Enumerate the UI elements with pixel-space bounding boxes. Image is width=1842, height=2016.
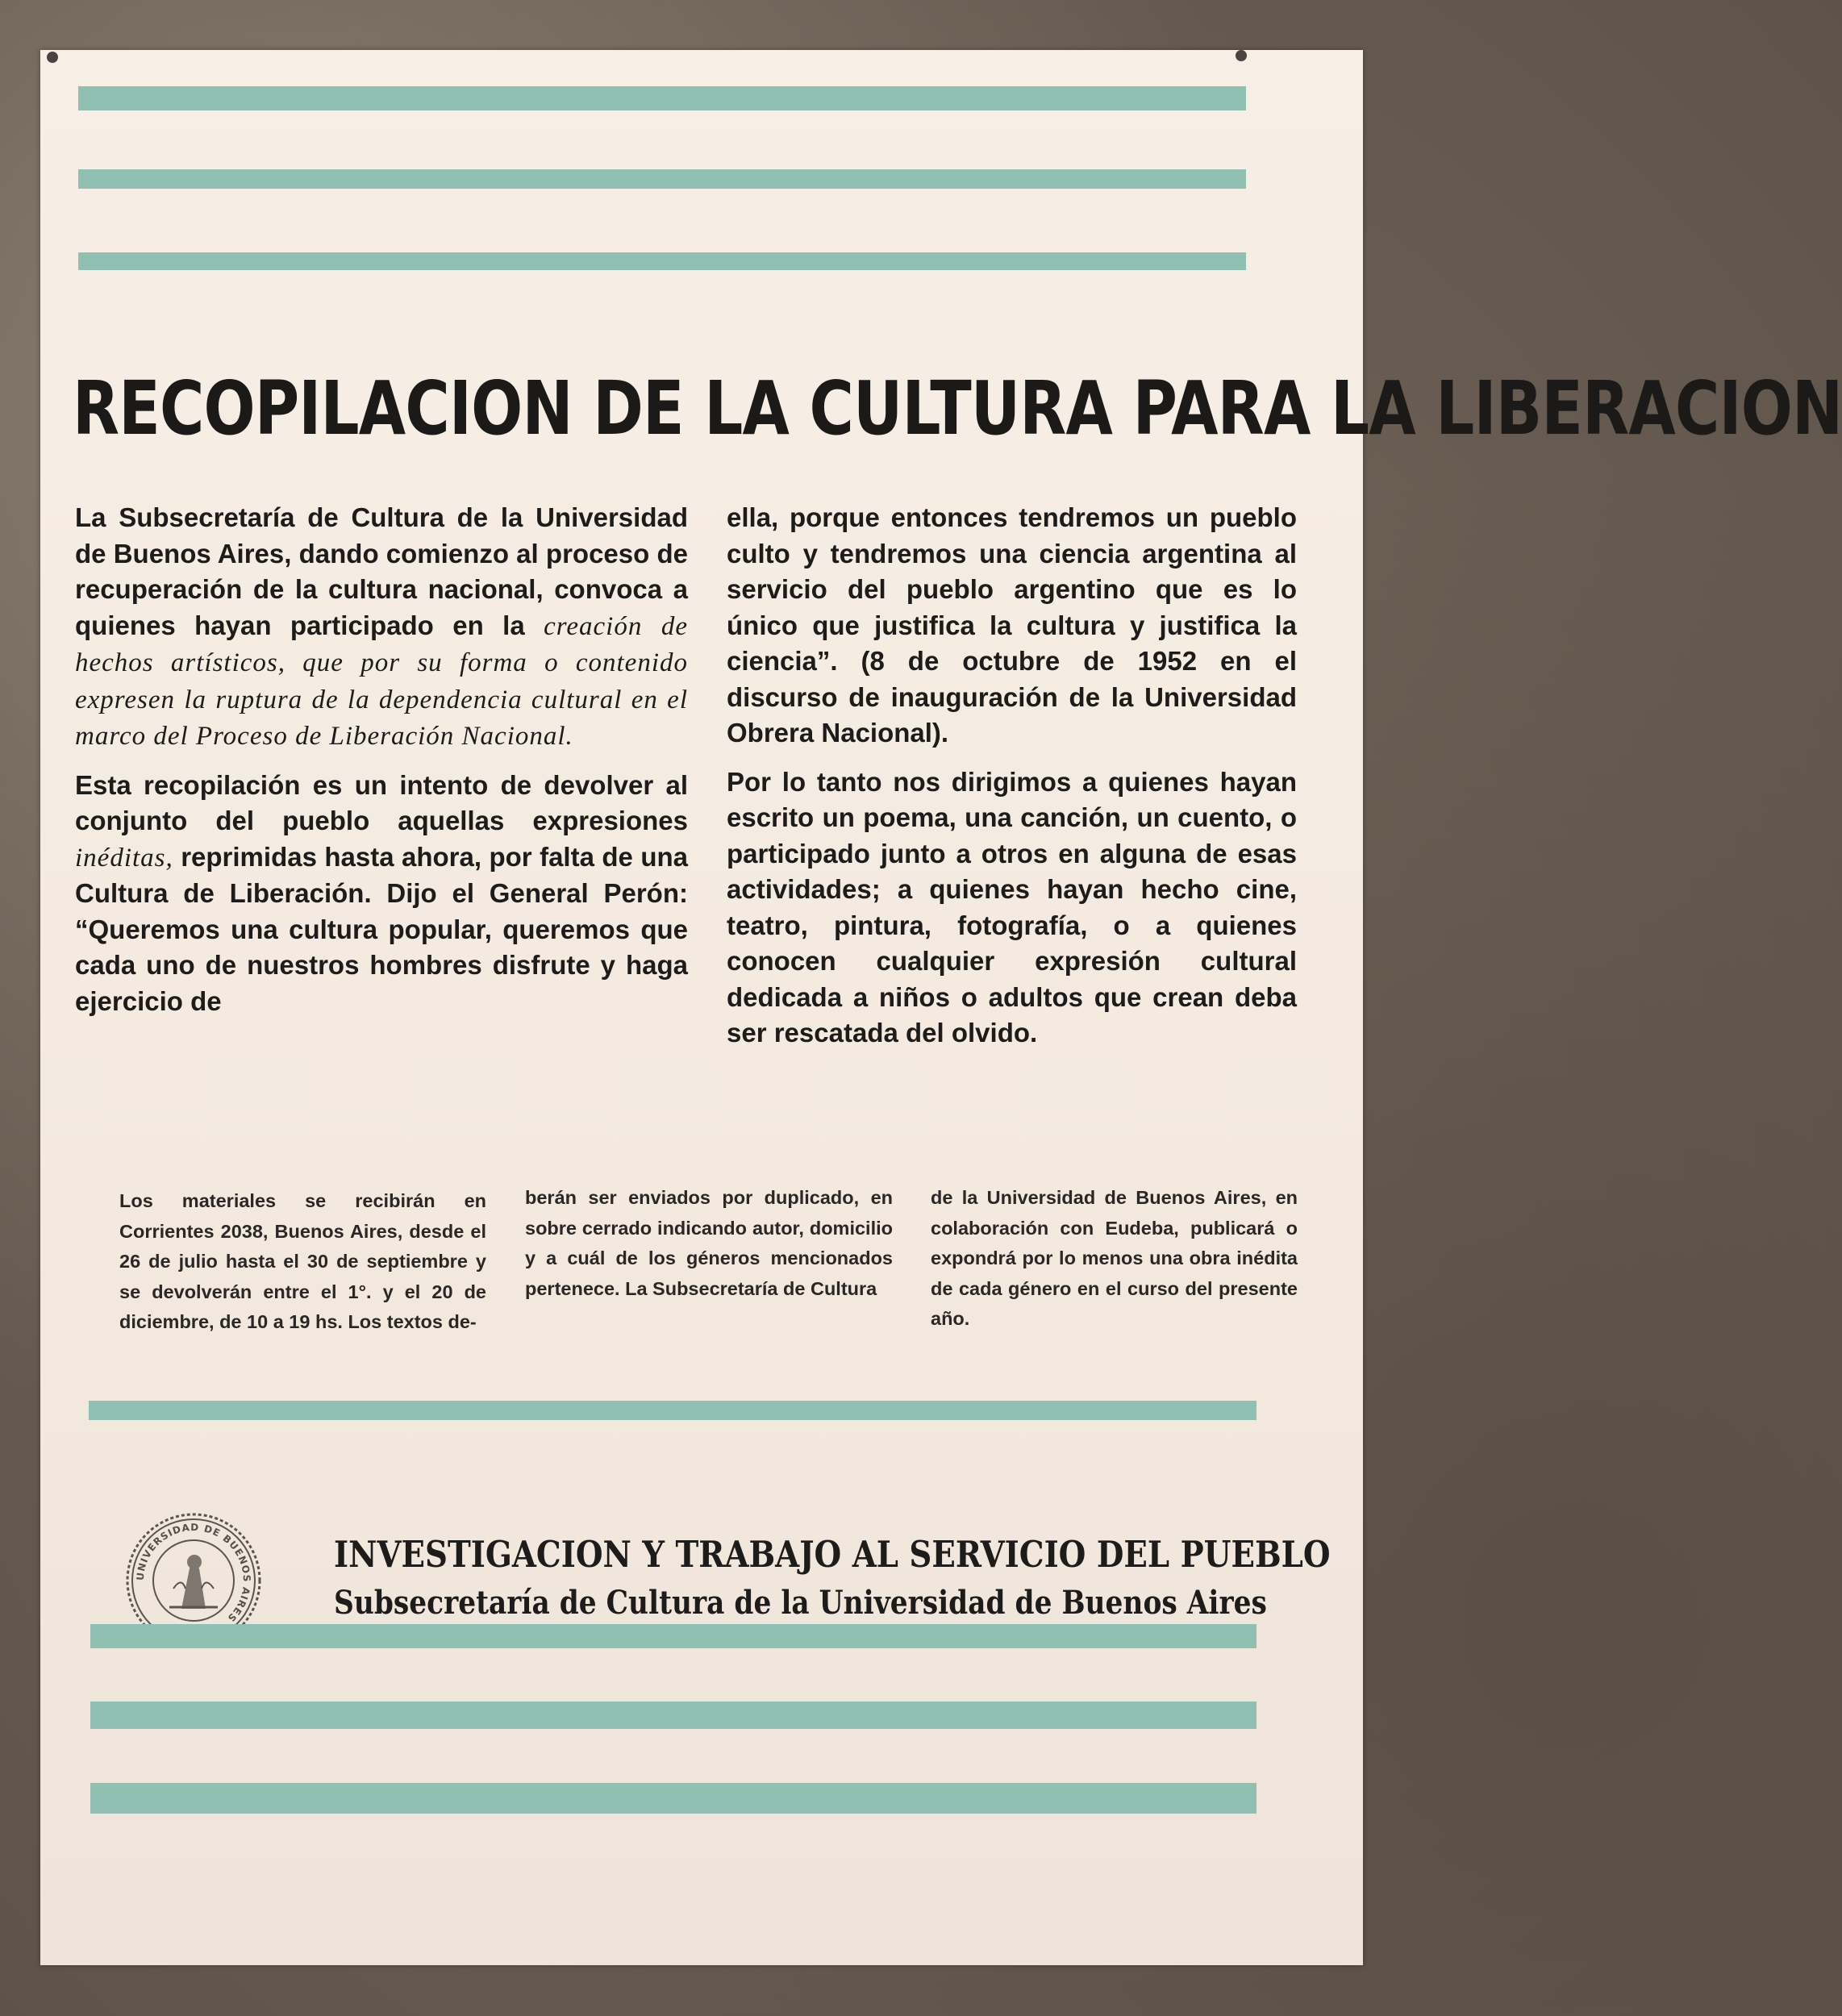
bottom-stripe-3: [90, 1783, 1256, 1814]
seal-text: UNIVERSIDAD DE BUENOS AIRES: [134, 1521, 253, 1625]
paragraph-quote-end: ella, porque entonces tendremos un pueblo culto y tendremos una ciencia argentina al servicio del pueblo argentino que es lo único que justifica la cultura y justifica la ciencia”. (8 de octubre de 1952 en el discurso de inauguración de la Universidad Obrera Nacional).: [727, 502, 1297, 748]
paragraph-text: reprimidas hasta ahora, por falta de una Cultura de Liberación. Dijo el General Perón: “Queremos una cultura popular, queremos que cada uno de nuestros hombres disfrute y haga ejercicio de: [75, 841, 688, 1016]
poster-headline: RECOPILACION DE LA CULTURA PARA LA LIBERACION: [73, 365, 1842, 452]
details-column-3: de la Universidad de Buenos Aires, en colaboración con Eudeba, publicará o expondrá por lo menos una obra inédita de cada género en el curso del presente año.: [931, 1187, 1298, 1329]
pin-hole-icon: [1236, 50, 1247, 61]
middle-stripe: [89, 1401, 1256, 1420]
details-column-2: berán ser enviados por duplicado, en sobre cerrado indicando autor, domicilio y a cuál de los géneros mencionados pertenece. La Subsecretaría de Cultura: [525, 1187, 893, 1299]
body-column-left: [75, 500, 688, 1032]
footer-title: INVESTIGACION Y TRABAJO AL SERVICIO DEL PUEBLO: [334, 1533, 1331, 1576]
footer-subtitle: Subsecretaría de Cultura de la Universidad de Buenos Aires: [334, 1584, 1267, 1622]
paragraph-dirigimos: Por lo tanto nos dirigimos a quienes hayan escrito un poema, una canción, un cuento, o participado junto a otros en alguna de esas actividades; a quienes hayan hecho cine, teatro, pintura, fotografía, o a quienes conocen cualquier expresión cultural dedicada a niños o adultos que crean deba ser rescatada del olvido.: [727, 766, 1297, 1048]
bottom-stripe-1: [90, 1624, 1256, 1648]
paragraph-italic-text: inéditas,: [75, 843, 173, 873]
top-stripe-1: [78, 86, 1246, 110]
paragraph-text: Esta recopilación es un intento de devolver al conjunto del pueblo aquellas expresiones: [75, 769, 688, 835]
pin-hole-icon: [47, 52, 58, 63]
top-stripe-3: [78, 252, 1246, 270]
top-stripe-2: [78, 169, 1246, 189]
paragraph-convocatoria: [75, 500, 688, 755]
paragraph-text: La Subsecretaría de Cultura de la Universidad de Buenos Aires, dando comienzo al proceso de recuperación de la cultura nacional, convoca a quienes hayan participado en la: [75, 502, 688, 640]
paragraph-recopilacion: [75, 768, 688, 1020]
bottom-stripe-2: [90, 1702, 1256, 1729]
body-column-right: [727, 500, 1297, 1064]
details-column-1: Los materiales se recibirán en Corrientes 2038, Buenos Aires, desde el 26 de julio hasta el 30 de septiembre y se devolverán entre el 1°. y el 20 de diciembre, de 10 a 19 hs. Los textos de-: [119, 1190, 486, 1332]
paragraph-italic-text: creación de hechos artísticos, que por su forma o contenido expresen la ruptura de la dependencia cultural en el marco del Proceso de Liberación Nacional.: [75, 611, 689, 751]
